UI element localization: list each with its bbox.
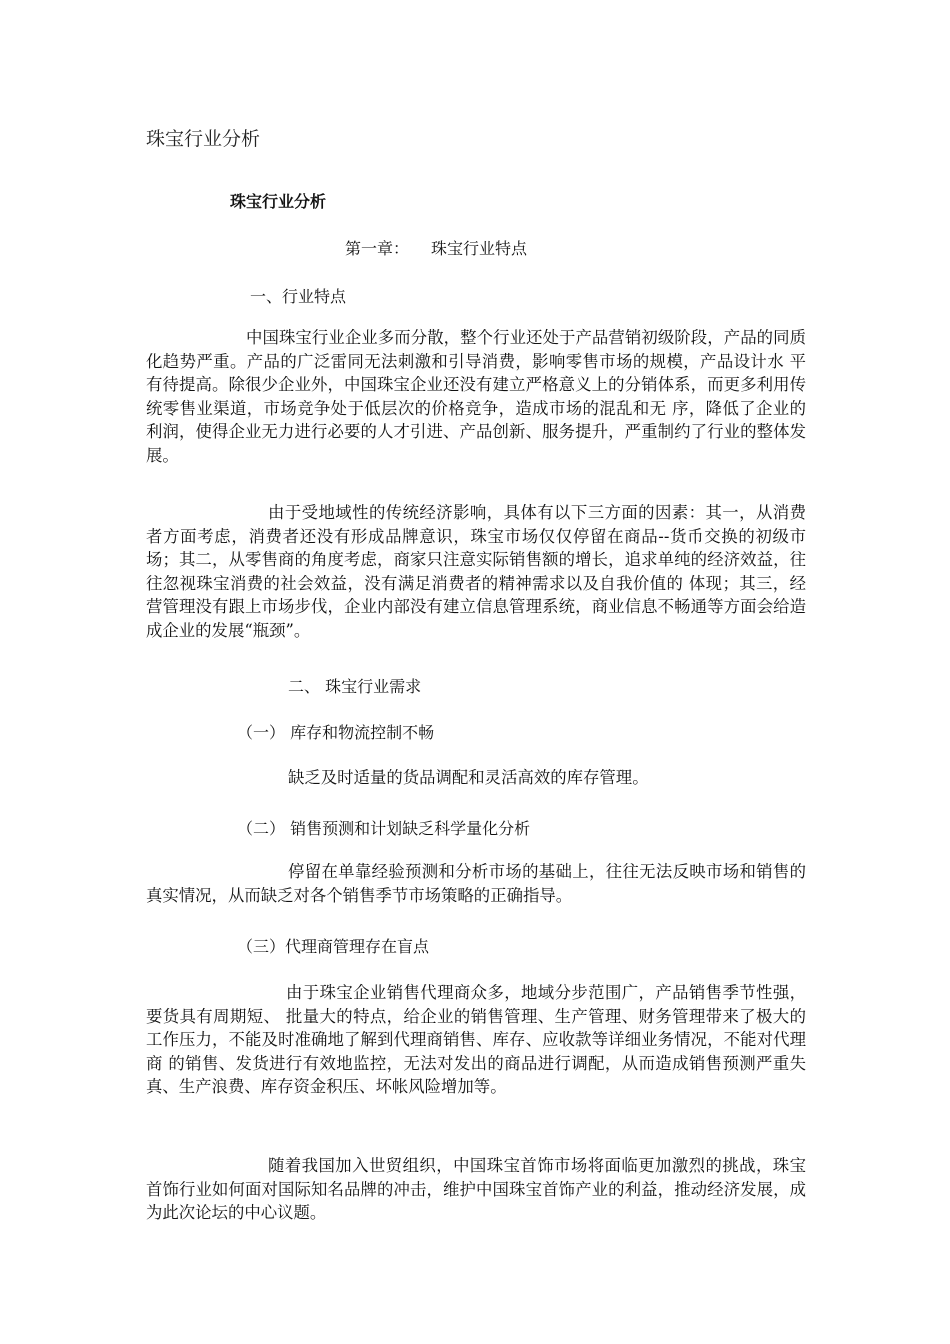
section-heading: 二、 珠宝行业需求 <box>288 677 422 696</box>
chapter-number: 第一章： <box>345 239 410 258</box>
paragraph: 缺乏及时适量的货品调配和灵活高效的库存管理。 <box>288 768 649 787</box>
paragraph: 由于珠宝企业销售代理商众多，地域分步范围广，产品销售季节性强，要货具有周期短、 批量大的特点，给企业的销售管理、生产管理、财务管理带来了极大的工作压力，不能及时准确地了解到代理商销售、库存、应收款等详细业务情况，不能对代理商 的销售、发货进行有效地监控，无法对发出的商品进行调配，从而造成销售预测严重失真、生产浪费、库存资金积压、坏帐风险增加等。 <box>146 983 806 1096</box>
paragraph: 由于受地域性的传统经济影响，具体有以下三方面的因素：其一，从消费者方面考虑，消费者还没有形成品牌意识，珠宝市场仅仅停留在商品--货币交换的初级市 场；其二，从零售商的角度考虑，商家只注意实际销售额的增长，追求单纯的经济效益，往往忽视珠宝消费的社会效益，没有满足消费者的精神需求以及自我价值的 体现；其三，经营管理没有跟上市场步伐，企业内部没有建立信息管理系统，商业信息不畅通等方面会给造成企业的发展“瓶颈”。 <box>146 503 806 640</box>
subsection-heading: （三）代理商管理存在盲点 <box>237 937 430 956</box>
paragraph: 停留在单靠经验预测和分析市场的基础上，往往无法反映市场和销售的真实情况，从而缺乏对各个销售季节市场策略的正确指导。 <box>146 862 806 905</box>
section-heading: 一、行业特点 <box>250 287 347 306</box>
paragraph: 中国珠宝行业企业多而分散，整个行业还处于产品营销初级阶段，产品的同质化趋势严重。产品的广泛雷同无法刺激和引导消费，影响零售市场的规模，产品设计水 平有待提高。除很少企业外，中国珠宝企业还没有建立严格意义上的分销体系，而更多利用传统零售业渠道，市场竞争处于低层次的价格竞争，造成市场的混乱和无 序，降低了企业的利润，使得企业无力进行必要的人才引进、产品创新、服务提升，严重制约了行业的整体发展。 <box>146 328 806 465</box>
document-title: 珠宝行业分析 <box>230 192 327 211</box>
closing-paragraph: 随着我国加入世贸组织，中国珠宝首饰市场将面临更加激烈的挑战，珠宝首饰行业如何面对国际知名品牌的冲击，维护中国珠宝首饰产业的利益，推动经济发展，成为此次论坛的中心议题。 <box>146 1156 806 1222</box>
subsection-heading: （二） 销售预测和计划缺乏科学量化分析 <box>237 819 531 838</box>
subsection-heading: （一） 库存和物流控制不畅 <box>237 723 435 742</box>
page-title: 珠宝行业分析 <box>146 128 261 150</box>
chapter-title: 珠宝行业特点 <box>431 239 528 258</box>
chapter-heading <box>345 236 527 259</box>
